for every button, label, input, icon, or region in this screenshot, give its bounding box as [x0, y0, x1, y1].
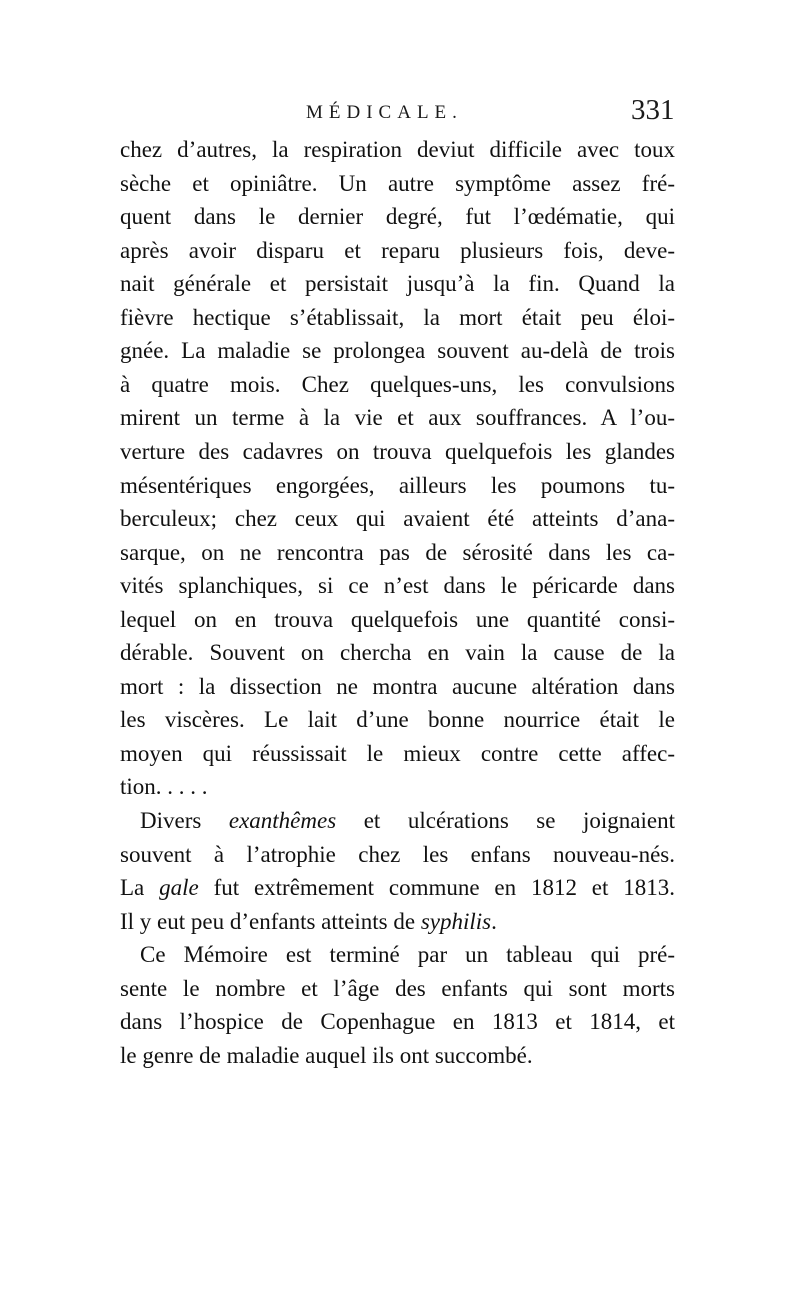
text-line: mirent un terme à la vie et aux souffrances. A l’ou-	[120, 405, 675, 431]
text-line	[120, 805, 675, 837]
text-line: mort : la dissection ne montra aucune altération dans	[120, 673, 675, 699]
text-line: tion. . . . .	[120, 774, 208, 800]
text-line: les viscères. Le lait d’une bonne nourrice était le	[120, 707, 675, 733]
text-line: le genre de maladie auquel ils ont succombé.	[120, 1042, 533, 1068]
text-line: berculeux; chez ceux qui avaient été atteints d’ana-	[120, 506, 675, 532]
italic-term: syphilis	[420, 908, 492, 934]
text-segment: Il y eut peu d’enfants atteints de	[120, 908, 421, 934]
text-line: après avoir disparu et reparu plusieurs fois, deve-	[120, 237, 675, 263]
italic-term: gale	[159, 875, 199, 901]
text-line: moyen qui réussissait le mieux contre cette affec-	[120, 740, 675, 766]
text-line: gnée. La maladie se prolongea souvent au-delà de trois	[120, 338, 675, 364]
page-number: 331	[631, 94, 675, 126]
text-line: chez d’autres, la respiration deviut difficile avec toux	[120, 137, 675, 162]
text-line: vités splanchiques, si ce n’est dans le péricarde dans	[120, 573, 675, 599]
text-line: lequel on en trouva quelquefois une quantité consi-	[120, 606, 675, 632]
text-line	[120, 872, 675, 904]
text-line: Ce Mémoire est terminé par un tableau qui pré-	[140, 942, 675, 968]
text-line: nait générale et persistait jusqu’à la fin. Quand la	[120, 271, 675, 297]
text-line: mésentériques engorgées, ailleurs les poumons tu-	[120, 472, 675, 498]
text-line: dérable. Souvent on chercha en vain la cause de la	[120, 640, 675, 666]
text-line: sarque, on ne rencontra pas de sérosité dans les ca-	[120, 539, 675, 565]
text-line: à quatre mois. Chez quelques-uns, les convulsions	[120, 371, 675, 397]
text-segment: La	[120, 875, 160, 901]
text-segment: Divers	[140, 808, 229, 833]
text-line: verture des cadavres on trouva quelquefois les glandes	[120, 438, 675, 464]
text-segment: fut extrêmement commune en 1812 et 1813.	[198, 875, 675, 901]
text-line: souvent à l’atrophie chez les enfans nouveau-nés.	[120, 841, 675, 867]
text-line: dans l’hospice de Copenhague en 1813 et 1814, et	[120, 1009, 675, 1035]
text-line	[120, 906, 497, 938]
italic-term: exanthêmes	[228, 808, 337, 833]
text-segment: .	[491, 908, 497, 934]
text-line: fièvre hectique s’établissait, la mort était peu éloi-	[120, 304, 675, 330]
text-line: quent dans le dernier degré, fut l’œdématie, qui	[120, 204, 675, 230]
text-line: sèche et opiniâtre. Un autre symptôme assez fré-	[120, 170, 675, 196]
text-segment: et ulcérations se joignaient	[336, 808, 675, 833]
running-head: MÉDICALE.	[306, 102, 463, 123]
text-line: sente le nombre et l’âge des enfants qui sont morts	[120, 975, 675, 1001]
